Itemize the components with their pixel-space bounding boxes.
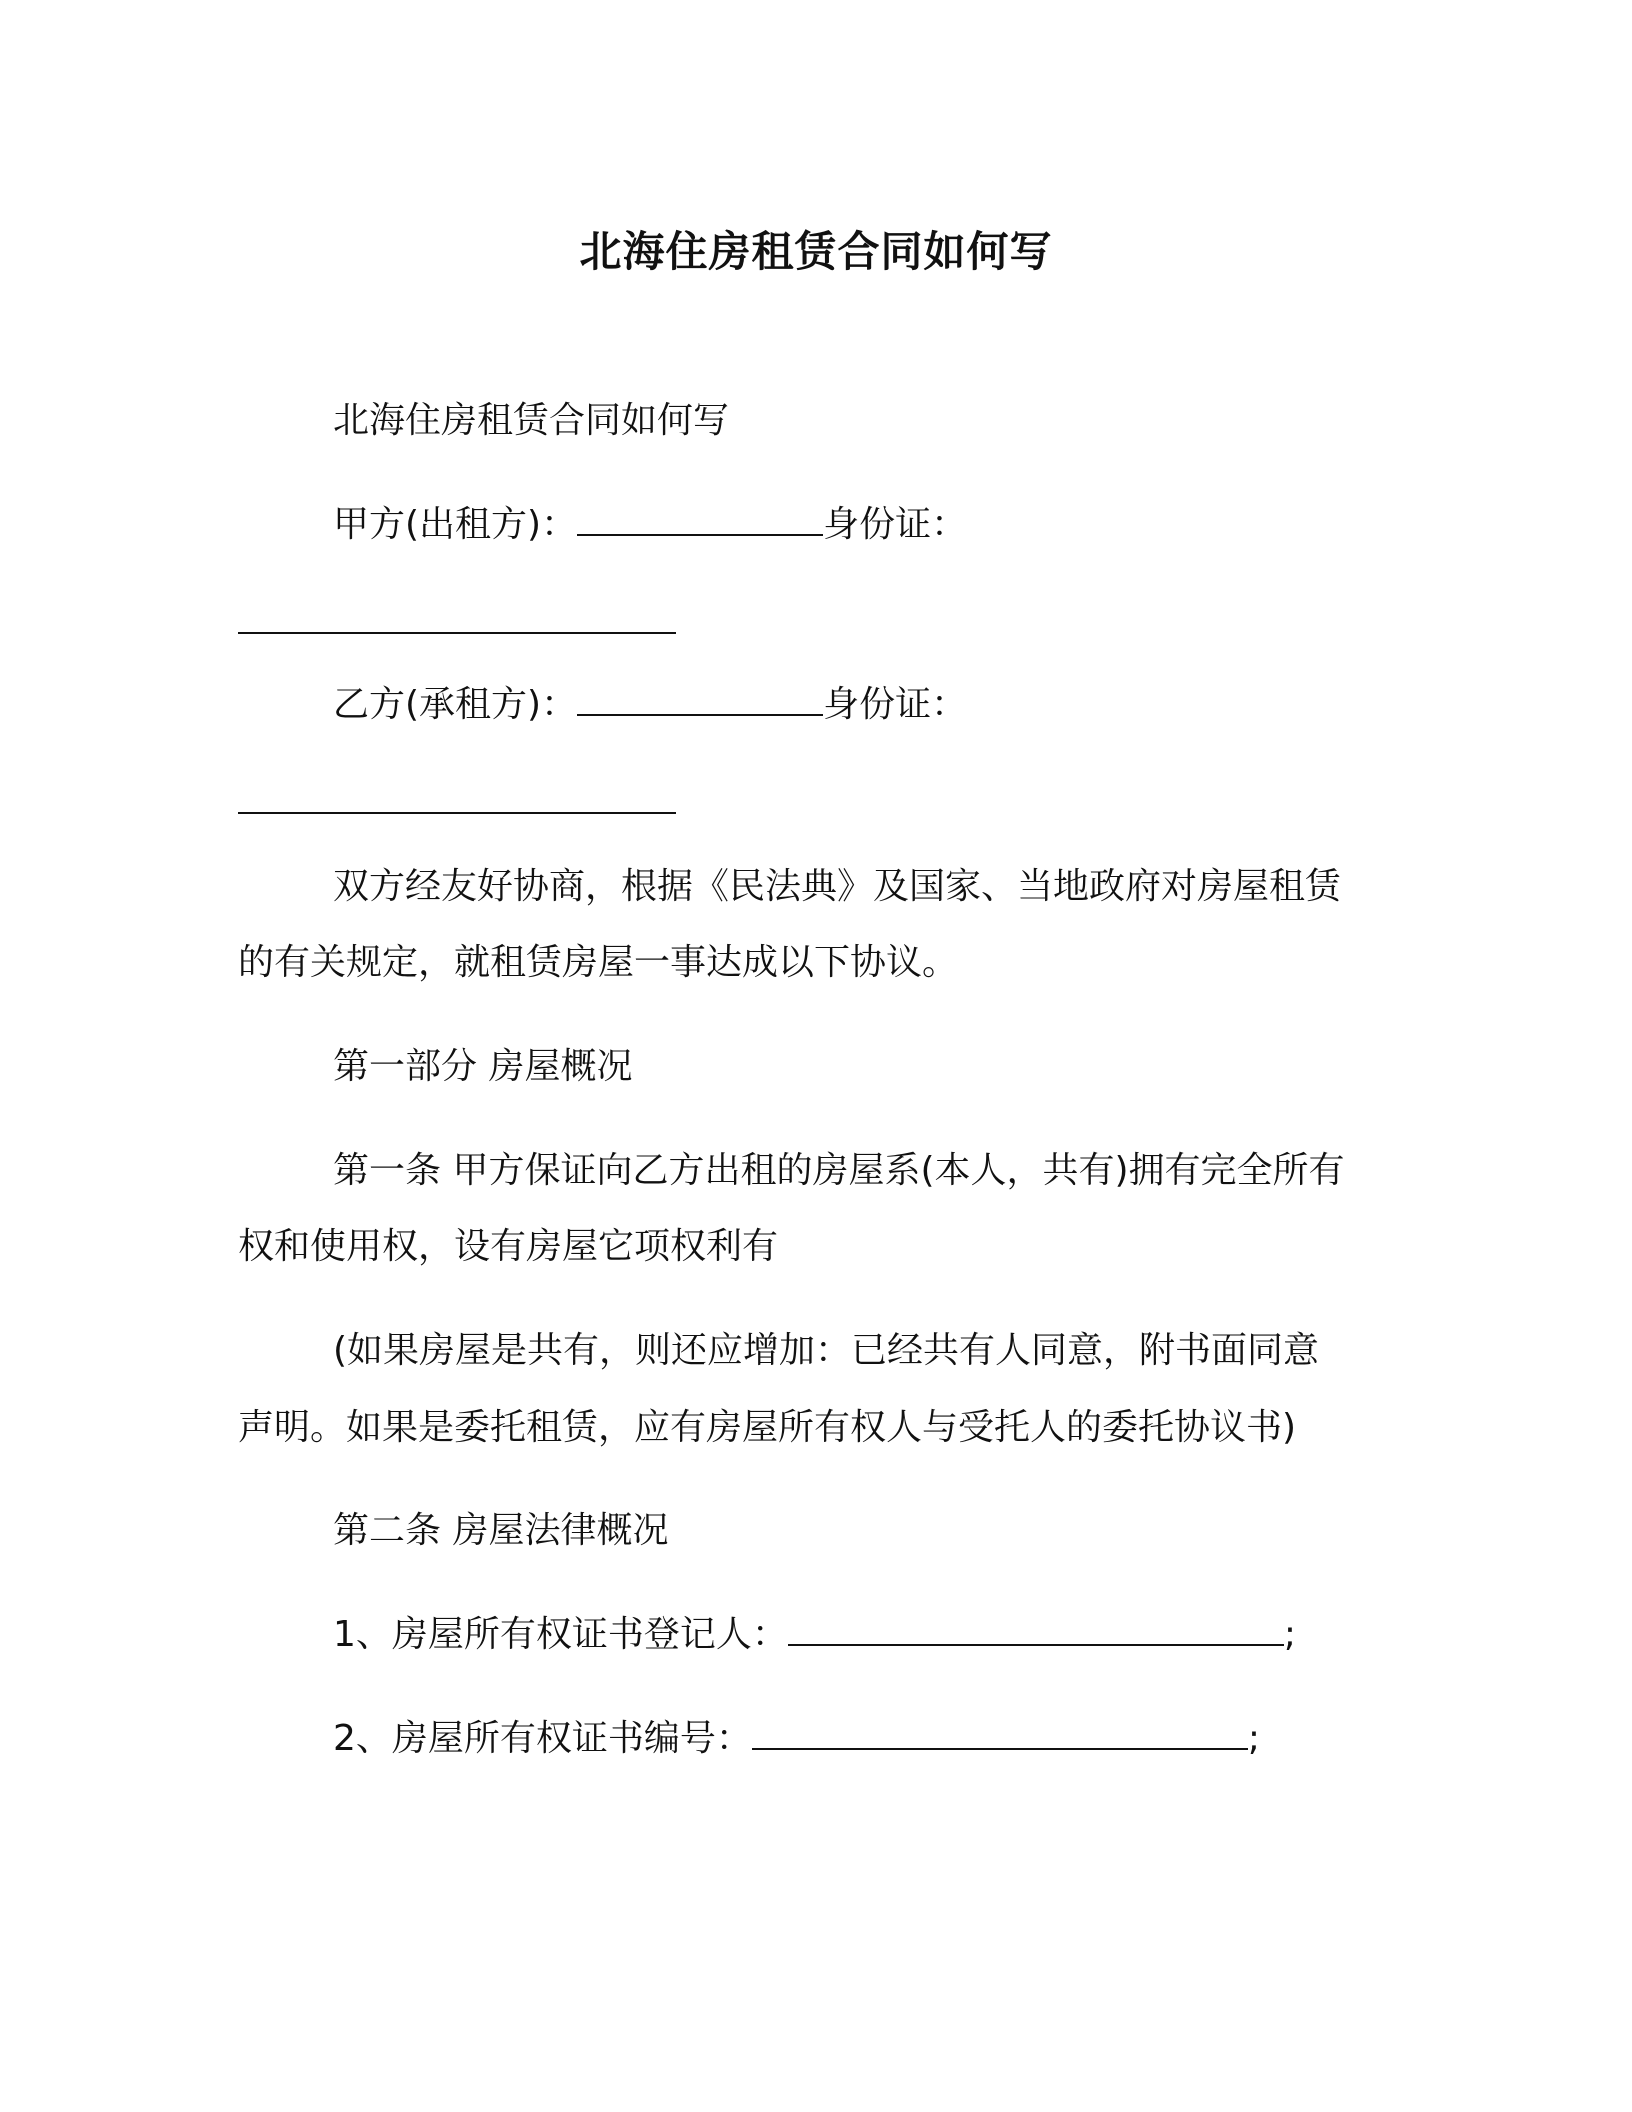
party-a-label: 甲方(出租方)： — [333, 504, 578, 545]
party-b-line — [333, 680, 967, 730]
article-2-heading: 第二条 房屋法律概况 — [333, 1510, 669, 1551]
item-2-label: 2、房屋所有权证书编号： — [333, 1718, 752, 1759]
party-a-id-label: 身份证： — [823, 504, 968, 545]
item-2-line — [333, 1714, 1260, 1764]
item-1-end: ; — [1283, 1614, 1297, 1655]
article-1-line-2: 权和使用权，设有房屋它项权利有 — [238, 1226, 779, 1267]
party-a-id-line — [238, 598, 676, 648]
document-subtitle: 北海住房租赁合同如何写 — [333, 400, 730, 441]
preamble-line-2: 的有关规定，就租赁房屋一事达成以下协议。 — [238, 942, 959, 983]
part-1-heading: 第一部分 房屋概况 — [333, 1046, 633, 1087]
party-b-name-blank — [577, 686, 823, 716]
party-a-line — [333, 500, 967, 550]
item-2-blank — [752, 1720, 1248, 1750]
item-2-end: ; — [1247, 1718, 1261, 1759]
party-b-id-blank — [238, 784, 676, 814]
party-a-id-blank — [238, 604, 676, 634]
note-line-1: (如果房屋是共有，则还应增加：已经共有人同意，附书面同意 — [333, 1330, 1320, 1371]
item-1-line — [333, 1610, 1296, 1660]
document-title: 北海住房租赁合同如何写 — [579, 227, 1053, 276]
item-1-blank — [788, 1616, 1284, 1646]
preamble-line-1: 双方经友好协商，根据《民法典》及国家、当地政府对房屋租赁 — [333, 866, 1342, 907]
item-1-label: 1、房屋所有权证书登记人： — [333, 1614, 788, 1655]
party-b-id-line — [238, 778, 676, 828]
party-b-id-label: 身份证： — [823, 684, 968, 725]
party-b-label: 乙方(承租方)： — [333, 684, 578, 725]
note-line-2: 声明。如果是委托租赁，应有房屋所有权人与受托人的委托协议书) — [238, 1407, 1297, 1448]
party-a-name-blank — [577, 506, 823, 536]
article-1-line-1: 第一条 甲方保证向乙方出租的房屋系(本人，共有)拥有完全所有 — [333, 1150, 1345, 1191]
